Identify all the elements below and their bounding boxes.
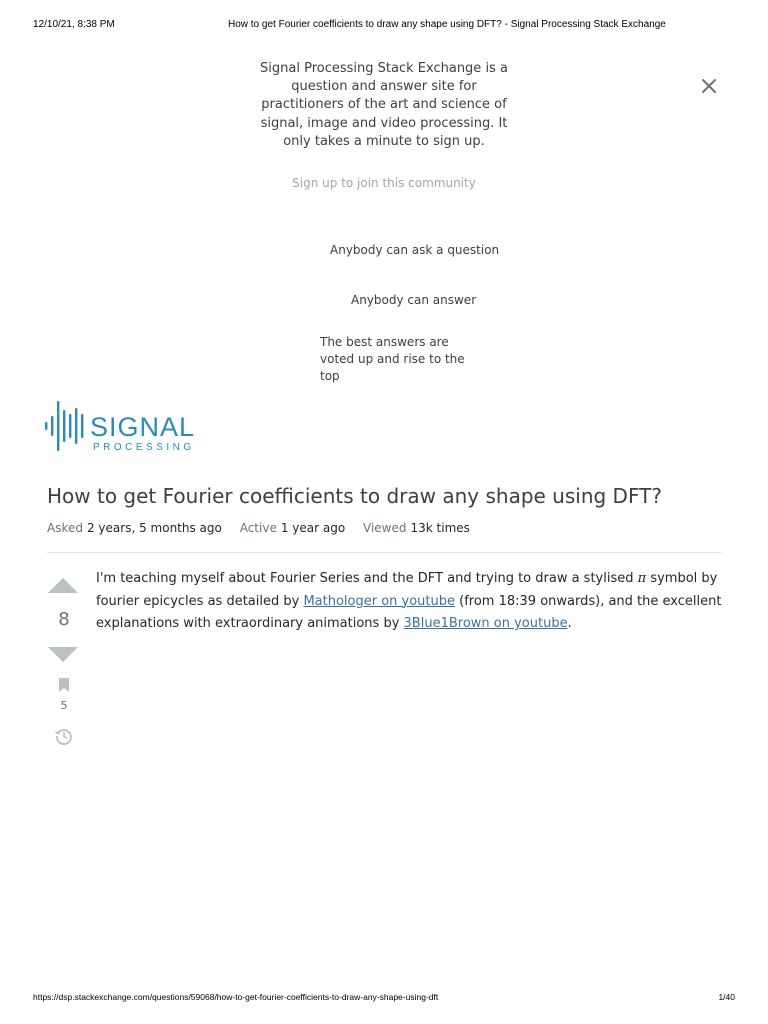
feature-answer: Anybody can answer: [351, 293, 477, 307]
downvote-arrow-icon[interactable]: [48, 647, 78, 662]
viewed-value: 13k times: [410, 521, 470, 535]
history-icon[interactable]: [54, 726, 74, 746]
asked-value: 2 years, 5 months ago: [86, 521, 222, 535]
body-text: symbol by fourier epicycles as detailed by: [96, 571, 718, 609]
logo-word-processing: PROCESSING: [93, 442, 195, 453]
question-body: [96, 568, 726, 636]
pi-symbol: π: [637, 571, 647, 586]
bookmark-icon[interactable]: [59, 678, 69, 692]
active-label: Active: [239, 521, 277, 535]
waveform-icon: [45, 401, 83, 451]
signup-join-link[interactable]: Sign up to join this community: [292, 176, 476, 190]
divider: [47, 552, 722, 553]
logo-word-signal: SIGNAL: [90, 412, 196, 442]
signal-processing-logo[interactable]: [43, 398, 213, 454]
print-header: [0, 0, 768, 40]
asked-label: Asked: [47, 521, 83, 535]
print-footer: [0, 992, 768, 1012]
print-date: 12/10/21, 8:38 PM: [33, 19, 115, 30]
body-text: I'm teaching myself about Fourier Series and the DFT and trying to draw a stylised: [96, 571, 638, 586]
body-text: (from 18:39 onwards), and the excellent explanations with extraordinary animations by: [96, 593, 722, 631]
question-meta: [47, 521, 484, 535]
print-page-title: How to get Fourier coefficients to draw any shape using DFT? - Signal Processing Stack Exchange: [228, 19, 666, 30]
body-text: .: [567, 616, 572, 631]
vote-count: 8: [58, 609, 70, 630]
print-page-number: 1/40: [718, 992, 735, 1002]
active-value[interactable]: 1 year ago: [280, 521, 346, 535]
feature-ask: Anybody can ask a question: [330, 243, 500, 257]
signup-description: Signal Processing Stack Exchange is a question and answer site for practitioners of the art and science of signal, image and video processing. It only takes a minute to sign up.: [260, 61, 508, 149]
feature-voted: The best answers are voted up and rise to the top: [320, 335, 465, 383]
mathologer-link[interactable]: Mathologer on youtube: [303, 593, 456, 609]
3blue1brown-link[interactable]: 3Blue1Brown on youtube: [403, 616, 568, 631]
viewed-label: Viewed: [363, 521, 407, 535]
upvote-arrow-icon[interactable]: [48, 578, 78, 593]
question-title[interactable]: How to get Fourier coefficients to draw any shape using DFT?: [47, 484, 662, 508]
close-icon[interactable]: [698, 75, 720, 97]
print-url: https://dsp.stackexchange.com/questions/59068/how-to-get-fourier-coefficients-to-draw-any-shape-using-dft: [33, 992, 439, 1002]
bookmark-count: 5: [60, 699, 68, 712]
